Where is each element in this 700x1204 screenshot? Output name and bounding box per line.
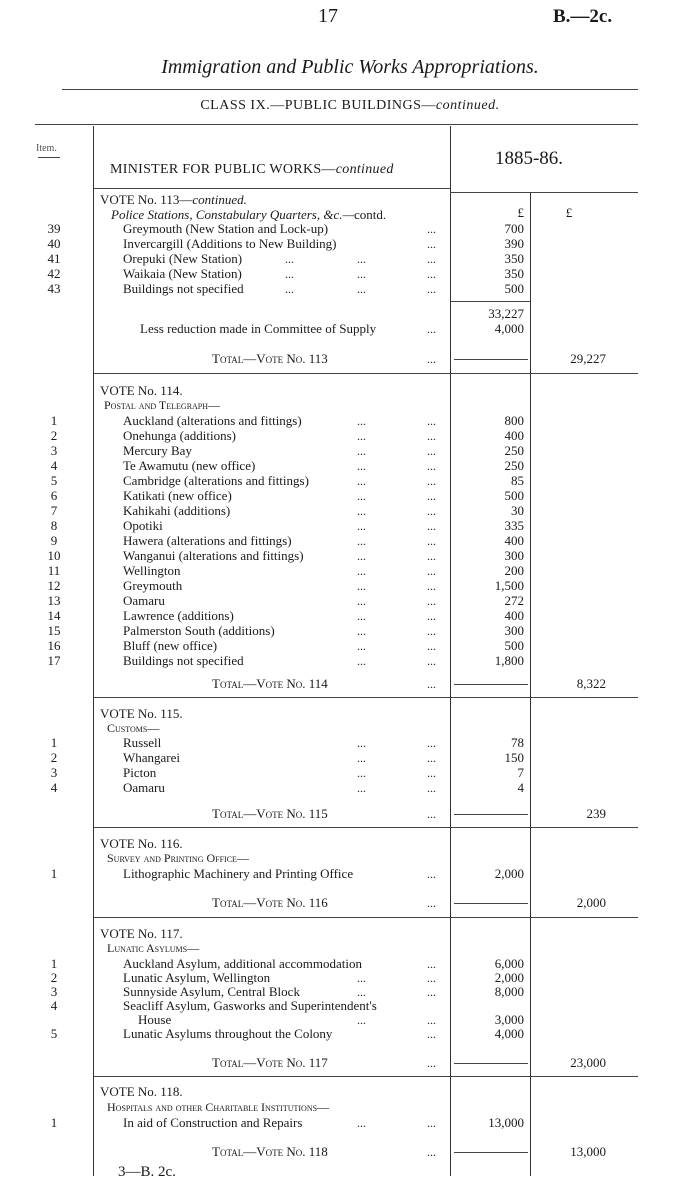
vote-115-total: 239 (586, 806, 606, 821)
vote-113-subtotal: 33,227 (488, 306, 524, 321)
vote-117-subhead: Lunatic Asylums— (107, 941, 200, 955)
item-number: 39 (47, 221, 61, 236)
item-number: 43 (47, 281, 61, 296)
vote-113-title-cont: continued. (192, 192, 247, 207)
item-amount: 30 (511, 503, 524, 518)
item-amount: 6,000 (494, 956, 524, 971)
item-description: Orepuki (New Station) (123, 251, 243, 266)
item-amount: 300 (504, 548, 524, 563)
item-number: 1 (50, 413, 58, 428)
item-amount: 2,000 (494, 970, 524, 985)
currency-symbol-total-column: £ (565, 205, 573, 220)
item-number: 4 (50, 780, 58, 795)
item-number: 7 (50, 503, 58, 518)
vote-118-total: 13,000 (570, 1144, 606, 1159)
item-number: 13 (47, 593, 61, 608)
reduction-amount: 4,000 (494, 321, 524, 336)
vote-117-total: 23,000 (570, 1055, 606, 1070)
item-number: 15 (47, 623, 61, 638)
item-amount: 150 (504, 750, 524, 765)
item-description-continuation: House (138, 1012, 172, 1027)
item-amount: 390 (504, 236, 524, 251)
header-rule (62, 89, 638, 90)
total-dash-rule (454, 814, 528, 815)
section-rule (94, 917, 638, 918)
item-number: 1 (50, 866, 58, 881)
item-amount: 2,000 (494, 866, 524, 881)
item-description: Wellington (123, 563, 181, 578)
vote-116-total-label: Total—Vote No. 116 (212, 895, 328, 910)
item-description: Auckland Asylum, additional accommodation (123, 956, 363, 971)
total-dash-rule (454, 684, 528, 685)
item-amount: 400 (504, 608, 524, 623)
item-number: 1 (50, 735, 58, 750)
item-number: 12 (47, 578, 61, 593)
section-rule (94, 827, 638, 828)
item-amount: 800 (504, 413, 524, 428)
class-title-main: CLASS IX.—PUBLIC BUILDINGS— (200, 98, 436, 113)
item-amount: 272 (504, 593, 524, 608)
item-number: 2 (50, 428, 58, 443)
item-amount: 7 (517, 765, 524, 780)
item-description: Greymouth (New Station and Lock-up) (123, 221, 329, 236)
item-description: Buildings not specified (123, 653, 244, 668)
item-description: Lunatic Asylums throughout the Colony (123, 1026, 333, 1041)
vote-113-subhead-main: Police Stations, Constabulary Quarters, &c.— (111, 207, 355, 222)
item-number: 1 (50, 1115, 58, 1130)
vote-114-subhead: Postal and Telegraph— (104, 398, 221, 412)
total-dash-rule (454, 903, 528, 904)
item-amount: 500 (504, 638, 524, 653)
item-number: 3 (50, 443, 58, 458)
page-title: Immigration and Public Works Appropriations. (161, 56, 539, 78)
section-rule (94, 697, 638, 698)
table-top-rule (35, 124, 638, 125)
item-description: Mercury Bay (123, 443, 192, 458)
vote-117-title: VOTE No. 117. (100, 926, 183, 941)
item-number: 1 (50, 956, 58, 971)
item-amount: 300 (504, 623, 524, 638)
item-description: Waikaia (New Station) (123, 266, 242, 281)
item-amount: 350 (504, 251, 524, 266)
subtotal-rule (450, 301, 530, 302)
item-number: 3 (50, 984, 58, 999)
item-number: 5 (50, 473, 58, 488)
item-description: Bluff (new office) (123, 638, 218, 653)
vote-115-total-label: Total—Vote No. 115 (212, 806, 328, 821)
item-amount: 1,500 (494, 578, 524, 593)
item-number: 2 (50, 970, 58, 985)
document-code: B.—2c. (553, 6, 613, 27)
item-header-underline (38, 157, 60, 158)
vote-115-subhead: Customs— (107, 721, 160, 735)
total-dash-rule (454, 359, 528, 360)
vote-117-total-label: Total—Vote No. 117 (212, 1055, 328, 1070)
year-header-rule (450, 192, 638, 193)
vote-116-subhead: Survey and Printing Office— (107, 851, 249, 865)
item-number: 17 (47, 653, 61, 668)
vote-114-title: VOTE No. 114. (100, 383, 183, 398)
item-number: 5 (50, 1026, 58, 1041)
item-description: Whangarei (123, 750, 181, 765)
item-number: 4 (50, 998, 58, 1013)
item-amount: 335 (504, 518, 524, 533)
vote-114-total: 8,322 (576, 676, 606, 691)
item-description: Wanganui (alterations and fittings) (123, 548, 304, 563)
section-rule (94, 1076, 638, 1077)
item-description: Invercargill (Additions to New Building) (123, 236, 337, 251)
item-amount: 350 (504, 266, 524, 281)
page-number: 17 (318, 5, 338, 27)
vote-118-title: VOTE No. 118. (100, 1084, 183, 1099)
vote-114-total-label: Total—Vote No. 114 (212, 676, 328, 691)
item-amount: 400 (504, 533, 524, 548)
vote-118-subhead: Hospitals and other Charitable Institutions— (107, 1100, 330, 1114)
vote-113-total: 29,227 (570, 351, 606, 366)
item-description: Seacliff Asylum, Gasworks and Superintendent's (123, 998, 377, 1013)
item-amount: 78 (511, 735, 524, 750)
item-number: 9 (50, 533, 58, 548)
item-amount: 400 (504, 428, 524, 443)
item-description: Russell (123, 735, 162, 750)
item-description: Te Awamutu (new office) (123, 458, 256, 473)
page-signature: 3—B. 2c. (118, 1164, 176, 1180)
item-number: 4 (50, 458, 58, 473)
minister-heading-cont: continued (335, 162, 394, 177)
item-description: Picton (123, 765, 157, 780)
item-number: 40 (47, 236, 61, 251)
item-number: 2 (50, 750, 58, 765)
item-number: 3 (50, 765, 58, 780)
item-number: 42 (47, 266, 61, 281)
item-description: Opotiki (123, 518, 163, 533)
total-dash-rule (454, 1152, 528, 1153)
item-description: Greymouth (123, 578, 183, 593)
section-rule (94, 373, 638, 374)
item-amount: 4 (517, 780, 524, 795)
item-amount: 3,000 (494, 1012, 524, 1027)
item-amount: 200 (504, 563, 524, 578)
amount-column-divider-right (530, 192, 531, 1176)
item-description: Cambridge (alterations and fittings) (123, 473, 309, 488)
item-column-divider (93, 126, 94, 1176)
item-description: Onehunga (additions) (123, 428, 237, 443)
vote-113-subhead (111, 208, 386, 222)
item-description: Buildings not specified (123, 281, 244, 296)
total-dash-rule (454, 1063, 528, 1064)
item-amount: 1,800 (494, 653, 524, 668)
item-amount: 500 (504, 281, 524, 296)
item-description: Kahikahi (additions) (123, 503, 231, 518)
vote-113-title (100, 193, 247, 207)
item-amount: 85 (511, 473, 524, 488)
vote-113-subhead-cont: contd. (354, 207, 387, 222)
vote-115-title: VOTE No. 115. (100, 706, 183, 721)
item-amount: 500 (504, 488, 524, 503)
class-title (0, 98, 700, 114)
item-number: 14 (47, 608, 61, 623)
item-amount: 13,000 (488, 1115, 524, 1130)
minister-row-rule (94, 188, 450, 189)
item-description: Lunatic Asylum, Wellington (123, 970, 271, 985)
item-description: Oamaru (123, 593, 165, 608)
item-number: 41 (47, 251, 61, 266)
minister-heading-main: MINISTER FOR PUBLIC WORKS— (110, 162, 336, 177)
item-amount: 700 (504, 221, 524, 236)
item-description: Auckland (alterations and fittings) (123, 413, 302, 428)
amount-column-divider-left (450, 126, 451, 1176)
item-amount: 4,000 (494, 1026, 524, 1041)
currency-symbol-amount-column: £ (517, 205, 524, 220)
item-column-header: Item. (36, 143, 57, 154)
item-amount: 8,000 (494, 984, 524, 999)
item-number: 8 (50, 518, 58, 533)
vote-113-total-label: Total—Vote No. 113 (212, 351, 328, 366)
item-description: Katikati (new office) (123, 488, 232, 503)
vote-116-total: 2,000 (576, 895, 606, 910)
item-number: 10 (47, 548, 61, 563)
item-description: Lithographic Machinery and Printing Office (123, 866, 354, 881)
minister-heading (110, 162, 394, 178)
vote-113-title-main: VOTE No. 113— (100, 192, 193, 207)
item-description: Oamaru (123, 780, 165, 795)
class-title-cont: continued. (435, 98, 500, 113)
item-description: In aid of Construction and Repairs (123, 1115, 303, 1130)
item-number: 11 (47, 563, 61, 578)
item-amount: 250 (504, 458, 524, 473)
item-number: 6 (50, 488, 58, 503)
item-description: Sunnyside Asylum, Central Block (123, 984, 300, 999)
item-amount: 250 (504, 443, 524, 458)
item-number: 16 (47, 638, 61, 653)
vote-118-total-label: Total—Vote No. 118 (212, 1144, 328, 1159)
reduction-label: Less reduction made in Committee of Supply (140, 321, 377, 336)
vote-116-title: VOTE No. 116. (100, 836, 183, 851)
item-description: Palmerston South (additions) (123, 623, 275, 638)
item-description: Hawera (alterations and fittings) (123, 533, 292, 548)
item-description: Lawrence (additions) (123, 608, 234, 623)
year-header: 1885-86. (494, 148, 564, 169)
